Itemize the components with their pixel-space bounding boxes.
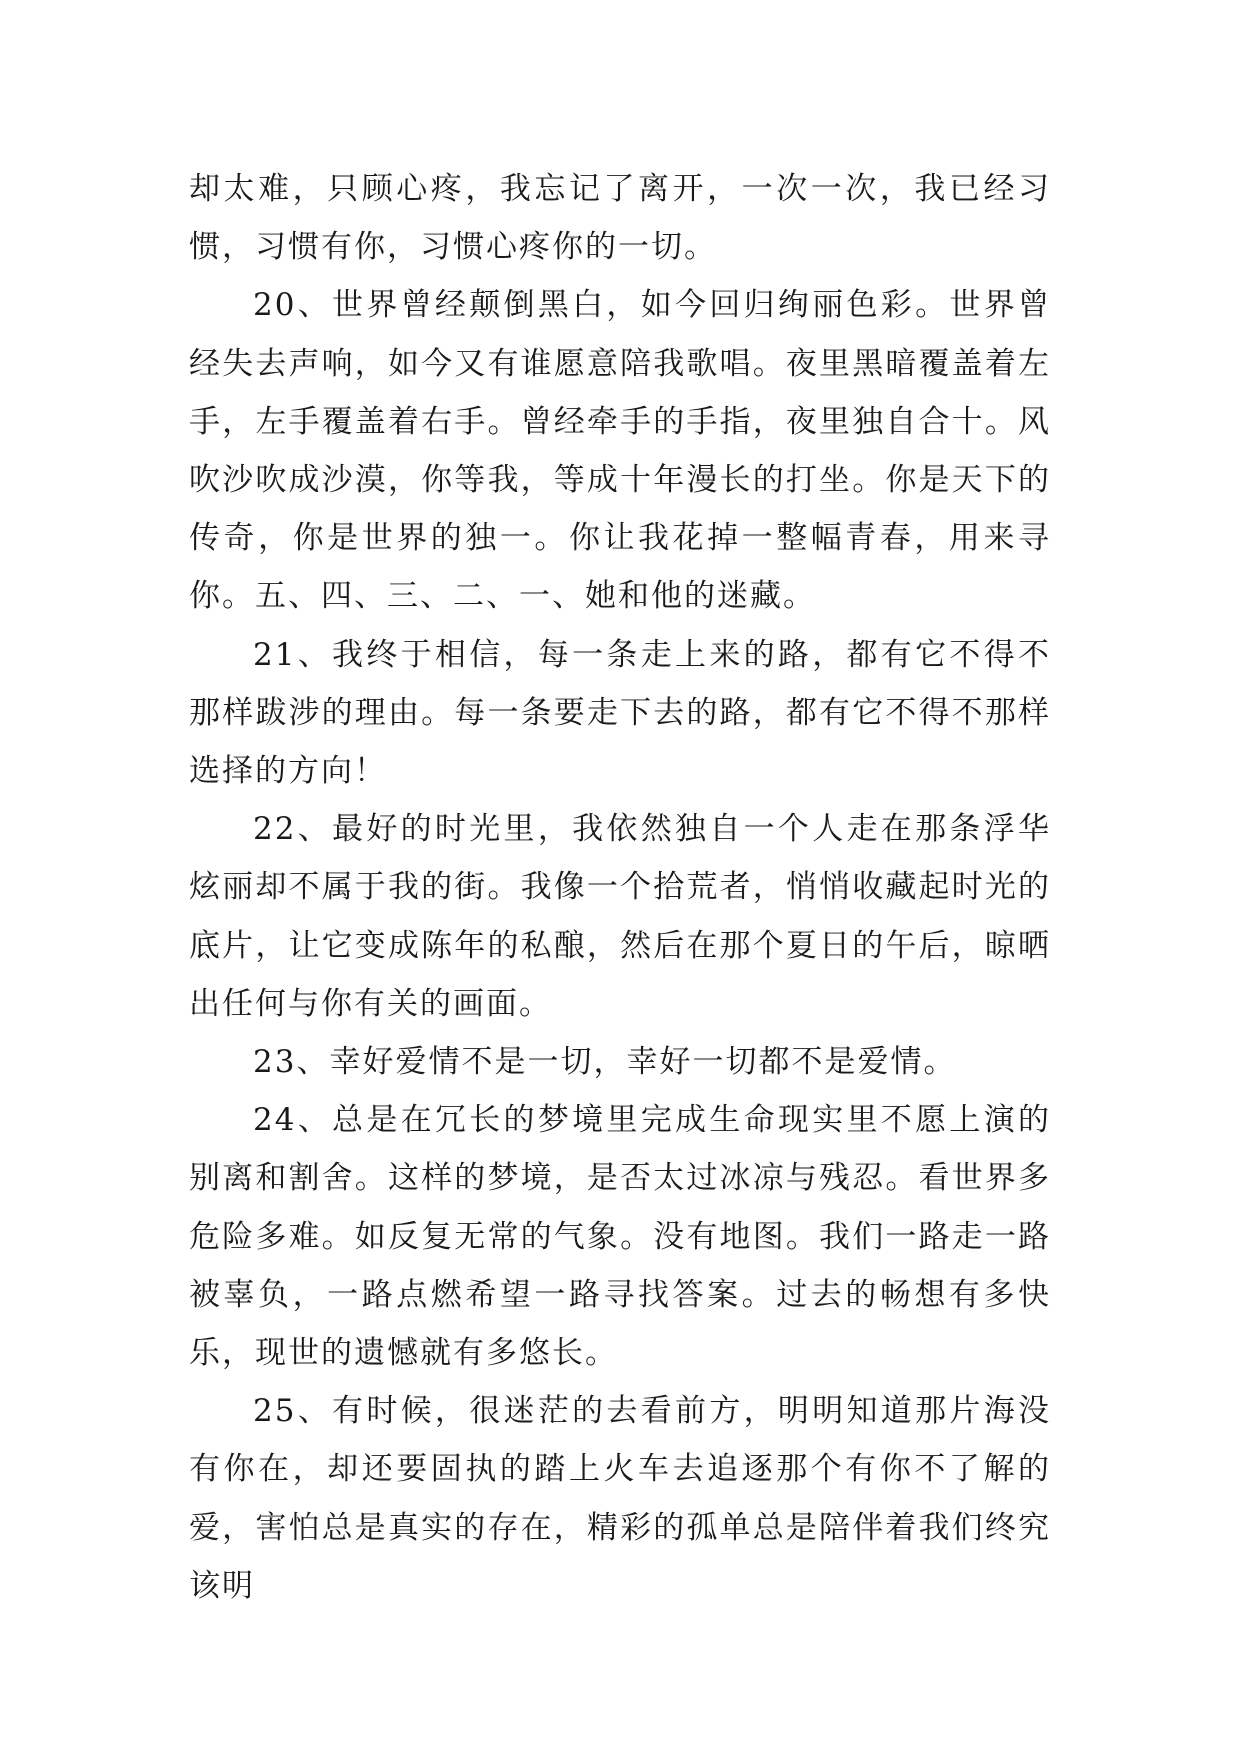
paragraph-20: 20、世界曾经颠倒黑白，如今回归绚丽色彩。世界曾经失去声响，如今又有谁愿意陪我歌唱。夜里黑暗覆盖着左手，左手覆盖着右手。曾经牵手的手指，夜里独自合十。风吹沙吹成沙漠，你等我，等成十年漫长的打坐。你是天下的传奇，你是世界的独一。你让我花掉一整幅青春，用来寻你。五、四、三、二、一、她和他的迷藏。 (189, 287, 1051, 615)
paragraph-continuation: 却太难，只顾心疼，我忘记了离开，一次一次，我已经习惯，习惯有你，习惯心疼你的一切。 (189, 171, 1051, 266)
paragraph-22: 22、最好的时光里，我依然独自一个人走在那条浮华炫丽却不属于我的街。我像一个拾荒者，悄悄收藏起时光的底片，让它变成陈年的私酿，然后在那个夏日的午后，晾晒出任何与你有关的画面。 (189, 811, 1051, 1022)
paragraph-23: 23、幸好爱情不是一切，幸好一切都不是爱情。 (253, 1044, 957, 1081)
paragraph-24: 24、总是在冗长的梦境里完成生命现实里不愿上演的别离和割舍。这样的梦境，是否太过冰凉与残忍。看世界多危险多难。如反复无常的气象。没有地图。我们一路走一路被辜负，一路点燃希望一路寻找答案。过去的畅想有多快乐，现世的遗憾就有多悠长。 (189, 1102, 1051, 1372)
paragraph-21: 21、我终于相信，每一条走上来的路，都有它不得不那样跋涉的理由。每一条要走下去的路，都有它不得不那样选择的方向！ (189, 636, 1051, 790)
paragraph-25: 25、有时候，很迷茫的去看前方，明明知道那片海没有你在，却还要固执的踏上火车去追逐那个有你不了解的爱，害怕总是真实的存在，精彩的孤单总是陪伴着我们终究该明 (189, 1393, 1051, 1604)
document-body (189, 160, 1051, 1615)
